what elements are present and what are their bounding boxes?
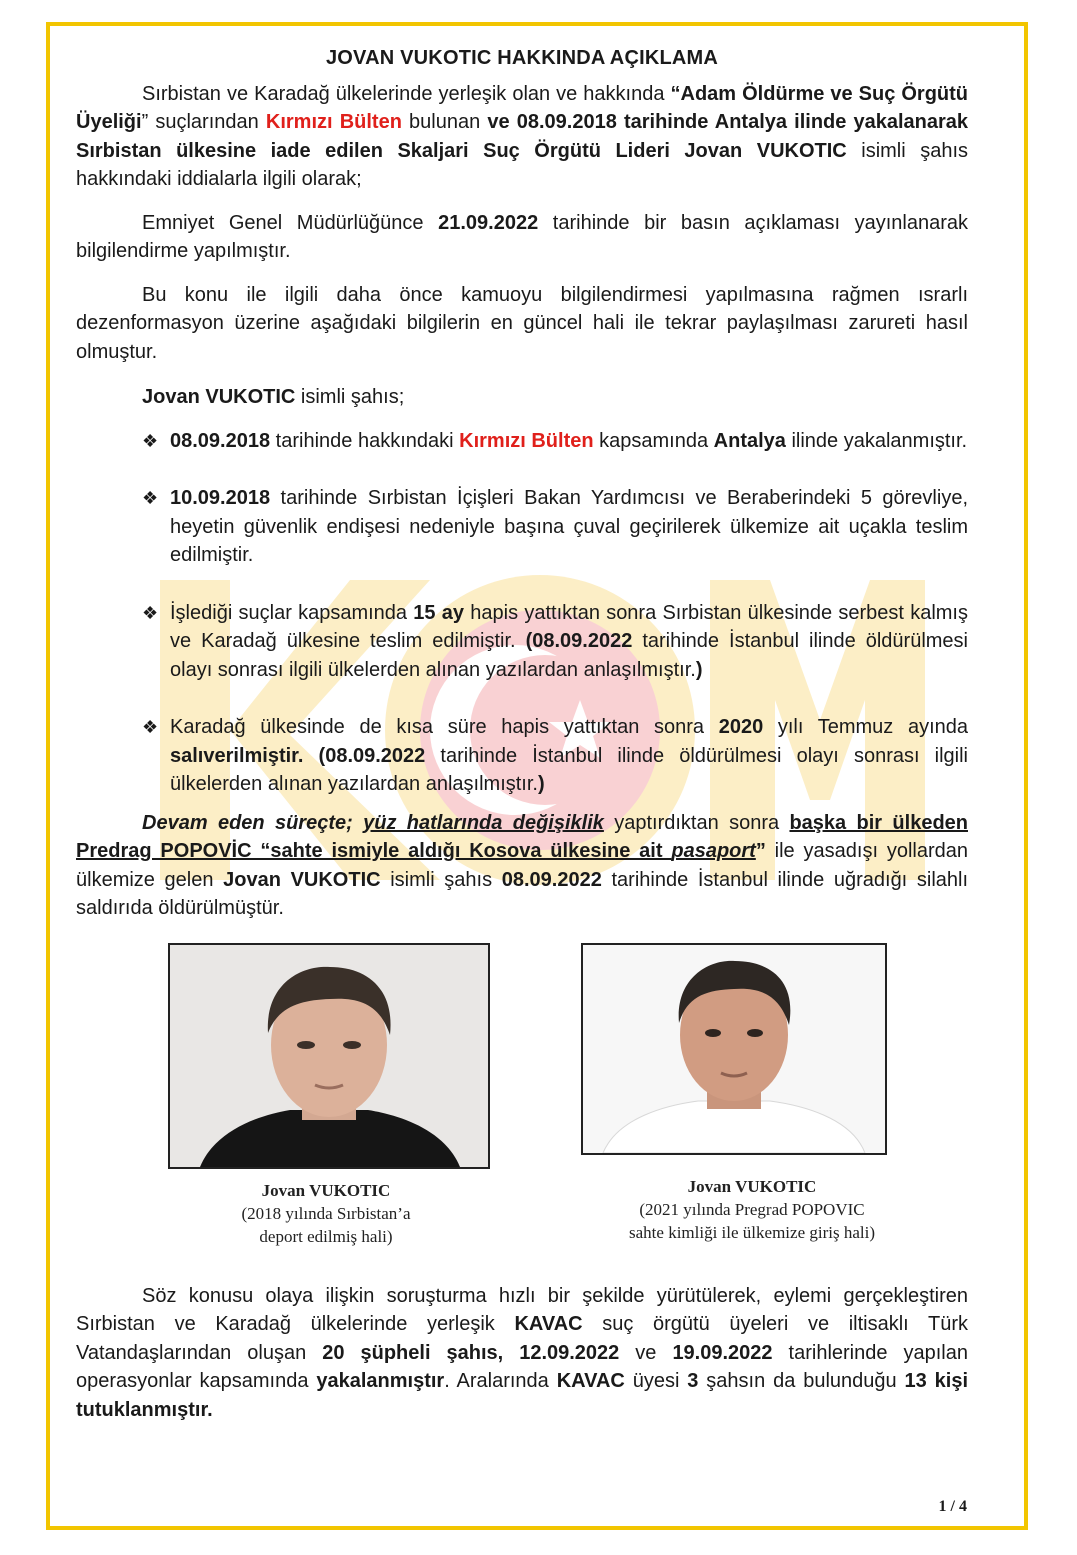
caption-photo-2021 xyxy=(562,1175,942,1244)
caption-line-2: deport edilmiş hali) xyxy=(259,1226,393,1246)
portrait-2018-image xyxy=(170,945,488,1167)
photo-vukotic-2021 xyxy=(581,943,887,1155)
caption-name: Jovan VUKOTIC xyxy=(687,1176,817,1196)
diamond-bullet-icon: ❖ xyxy=(142,430,159,451)
diamond-bullet-icon: ❖ xyxy=(142,602,159,623)
photo-vukotic-2018 xyxy=(168,943,490,1169)
page-number: 1 / 4 xyxy=(938,1498,967,1515)
caption-name: Jovan VUKOTIC xyxy=(261,1180,391,1200)
paragraph-disinformation: Bu konu ile ilgili daha önce kamuoyu bilgilendirmesi yapılmasına rağmen ısrarlı dezenformasyon üzerine aşağıdaki bilgilerin en güncel hali ile tekrar paylaşılması zarureti hasıl olmuştur. xyxy=(76,283,968,363)
caption-line-1: (2018 yılında Sırbistan’a xyxy=(241,1203,411,1223)
paragraph-ongoing-process: Devam eden süreçte; yüz hatlarında değişiklik yaptırdıktan sonra başka bir ülkeden Predrag POPOVİC “sahte ismiyle aldığı Kosova ülkesine ait pasaport” ile yasadışı yollardan ülkemize gelen Jovan VUKOTIC isimli şahıs 08.09.2022 tarihinde İstanbul ilinde uğradığı silahlı saldırıda öldürülmüştür. xyxy=(76,811,969,919)
bullet-item-release-serbia: ❖ İşlediği suçlar kapsamında 15 ay hapis yattıktan sonra Sırbistan ülkesinde serbest kalmış ve Karadağ ülkesine teslim edilmiştir. (08.09.2022 tarihinde İstanbul ilinde öldürülmesi olayı sonrası ilgili ülkelerden alınan yazılardan anlaşılmıştır.) xyxy=(76,599,968,685)
paragraph-intro: Sırbistan ve Karadağ ülkelerinde yerleşik olan ve hakkında “Adam Öldürme ve Suç Örgütü Üyeliği” suçlarından Kırmızı Bülten bulunan ve 08.09.2018 tarihinde Antalya ilinde yakalanarak Sırbistan ülkesine iade edilen Skaljari Suç Örgütü Lideri Jovan VUKOTIC isimli şahıs hakkındaki iddialarla ilgili olarak; xyxy=(76,82,969,190)
bullet-item-release-montenegro: ❖ Karadağ ülkesinde de kısa süre hapis yattıktan sonra 2020 yılı Temmuz ayında salıverilmiştir. (08.09.2022 tarihinde İstanbul ilinde öldürülmesi olayı sonrası ilgili ülkelerden alınan yazılardan anlaşılmıştır.) xyxy=(76,713,968,799)
diamond-bullet-icon: ❖ xyxy=(142,717,159,737)
caption-line-2: sahte kimliği ile ülkemize giriş hali) xyxy=(629,1222,875,1242)
portrait-2021-image xyxy=(583,945,885,1153)
diamond-bullet-icon: ❖ xyxy=(142,488,159,508)
paragraph-egm: Emniyet Genel Müdürlüğünce 21.09.2022 tarihinde bir basın açıklaması yayınlanarak bilgilendirme yapılmıştır. xyxy=(76,211,968,262)
photo-section xyxy=(76,943,968,1263)
bullet-item-capture: ❖ 08.09.2018 tarihinde hakkındaki Kırmızı Bülten kapsamında Antalya ilinde yakalanmıştır. xyxy=(76,427,968,456)
caption-photo-2018 xyxy=(136,1179,516,1248)
caption-line-1: (2021 yılında Pregrad POPOVIC xyxy=(639,1199,865,1219)
bullet-item-extradition: ❖ 10.09.2018 tarihinde Sırbistan İçişleri Bakan Yardımcısı ve Beraberindeki 5 görevliye, heyetin güvenlik endişesi nedeniyle başına çuval geçirilerek ülkemize ait uçakla teslim edilmiştir. xyxy=(76,484,968,570)
document-title: JOVAN VUKOTIC HAKKINDA AÇIKLAMA xyxy=(325,47,719,69)
document-body xyxy=(76,44,968,1424)
paragraph-investigation: Söz konusu olaya ilişkin soruşturma hızlı bir şekilde yürütülerek, eylemi gerçekleştiren Sırbistan ve Karadağ ülkelerinde yerleşik KAVAC suç örgütü üyeleri ve iltisaklı Türk Vatandaşlarından oluşan 20 şüpheli şahıs, 12.09.2022 ve 19.09.2022 tarihlerinde yapılan operasyonlar kapsamında yakalanmıştır. Aralarında KAVAC üyesi 3 şahsın da bulunduğu 13 kişi tutuklanmıştır. xyxy=(76,1284,969,1421)
paragraph-subject: Jovan VUKOTIC isimli şahıs; xyxy=(142,386,405,408)
